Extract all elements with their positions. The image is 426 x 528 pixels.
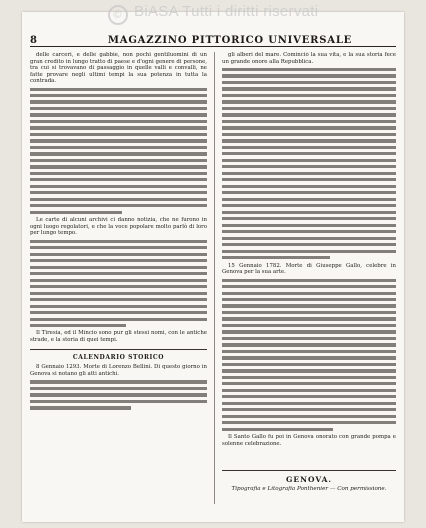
text-line xyxy=(222,68,396,71)
text-line xyxy=(30,191,207,194)
text-line xyxy=(222,337,396,340)
right-mid-paragraph: 15 Gennaio 1782. Morte di Giuseppe Gallo, celebre in Genova per la sua arte. xyxy=(222,262,396,276)
calendar-entry: 8 Gennaio 1293. Morte di Lorenzo Bellini. Di questo giorno in Genova si notano gli atti antichi. xyxy=(30,364,207,377)
left-tail-paragraph: Il Tiresia, ed il Mincio sono pur gli stessi nomi, con le antiche strade, e la storia di quei tempi. xyxy=(30,330,207,343)
text-line xyxy=(222,178,396,181)
text-line xyxy=(30,279,207,282)
text-line xyxy=(222,256,330,259)
left-column xyxy=(30,52,207,504)
text-line xyxy=(222,311,396,314)
text-line xyxy=(222,100,396,103)
text-line xyxy=(222,279,396,282)
document-page xyxy=(22,12,404,522)
text-line xyxy=(30,211,122,214)
text-line xyxy=(222,317,396,320)
text-line xyxy=(222,198,396,201)
text-line xyxy=(222,356,396,359)
text-line xyxy=(222,389,396,392)
text-line xyxy=(222,139,396,142)
text-line xyxy=(222,230,396,233)
text-line xyxy=(30,246,207,249)
text-line xyxy=(30,139,207,142)
text-line xyxy=(30,285,207,288)
right-column xyxy=(222,52,396,504)
text-line xyxy=(30,198,207,201)
text-line xyxy=(222,250,396,253)
text-line xyxy=(222,304,396,307)
magazine-title: MAGAZZINO PITTORICO UNIVERSALE xyxy=(107,35,353,46)
text-line xyxy=(222,94,396,97)
text-line xyxy=(30,185,207,188)
calendar-text-block xyxy=(30,380,207,409)
left-text-block-a xyxy=(30,88,207,214)
imprint-rule xyxy=(222,470,396,471)
text-line xyxy=(222,81,396,84)
text-line xyxy=(222,107,396,110)
text-line xyxy=(222,217,396,220)
text-line xyxy=(222,224,396,227)
text-line xyxy=(30,126,207,129)
text-line xyxy=(222,146,396,149)
text-line xyxy=(222,185,396,188)
text-line xyxy=(222,376,396,379)
text-line xyxy=(222,126,396,129)
text-line xyxy=(30,113,207,116)
text-line xyxy=(222,369,396,372)
text-line xyxy=(30,100,207,103)
text-line xyxy=(222,87,396,90)
text-line xyxy=(222,292,396,295)
text-line xyxy=(30,253,207,256)
text-line xyxy=(222,402,396,405)
text-line xyxy=(222,382,396,385)
text-line xyxy=(222,133,396,136)
column-divider xyxy=(214,52,215,504)
text-line xyxy=(30,146,207,149)
text-line xyxy=(30,120,207,123)
text-line xyxy=(30,305,207,308)
text-line xyxy=(30,165,207,168)
text-line xyxy=(222,237,396,240)
right-opening-paragraph: gli alberi del mare. Cominciò la sua vita, e la sua storia fece un grande onore alla Repubblica. xyxy=(222,52,396,65)
text-line xyxy=(30,393,207,396)
text-line xyxy=(30,152,207,155)
text-line xyxy=(222,191,396,194)
left-mid-paragraph: Le carte di alcuni archivi ci danno notizia, che ne furono in ogni luogo regolatori, e che la voce popolare molto parlò di loro per lungo tempo. xyxy=(30,217,207,237)
text-line xyxy=(222,120,396,123)
text-line xyxy=(222,204,396,207)
calendar-title: CALENDARIO STORICO xyxy=(72,354,165,362)
text-line xyxy=(30,204,207,207)
right-tail-paragraph: Il Santo Gallo fu poi in Genova onorato con grande pompa e solenne celebrazione. xyxy=(222,434,396,447)
text-line xyxy=(222,243,396,246)
text-line xyxy=(222,211,396,214)
text-line xyxy=(222,330,396,333)
text-line xyxy=(222,350,396,353)
text-line xyxy=(222,415,396,418)
text-line xyxy=(30,94,207,97)
watermark-text: BiASA Tutti i diritti riservati xyxy=(134,3,319,20)
text-line xyxy=(30,88,207,91)
text-line xyxy=(222,324,396,327)
right-text-block-b xyxy=(222,279,396,431)
right-text-block-a xyxy=(222,68,396,259)
copyright-circle-icon: © xyxy=(108,5,128,25)
text-line xyxy=(222,428,333,431)
left-opening-paragraph: delle carceri, e delle gabbie, non pochi gentiluomini di un gran credito in lungo tratto di paese e d'ogni genere di persone, tra cui si trovavano di passaggio in quelle valli e convalli, ne fatte provare negli ultimi tempi la sua potenza in tutta la contrada. xyxy=(30,52,207,84)
text-line xyxy=(30,311,207,314)
text-line xyxy=(30,259,207,262)
text-line xyxy=(222,159,396,162)
text-line xyxy=(30,406,131,409)
left-text-block-b xyxy=(30,240,207,327)
page-number: 8 xyxy=(30,35,37,46)
text-line xyxy=(30,133,207,136)
text-line xyxy=(222,285,396,288)
page-header xyxy=(30,32,396,47)
text-line xyxy=(30,107,207,110)
text-line xyxy=(30,178,207,181)
text-line xyxy=(30,318,207,321)
text-line xyxy=(30,400,207,403)
calendar-separator xyxy=(30,349,207,350)
text-line xyxy=(222,298,396,301)
text-line xyxy=(222,152,396,155)
text-line xyxy=(30,298,207,301)
watermark xyxy=(0,3,426,25)
text-line xyxy=(222,74,396,77)
imprint-printer: Tipografia e Litografia Ponthenier — Con permissione. xyxy=(231,486,387,492)
text-line xyxy=(30,272,207,275)
text-line xyxy=(30,324,126,327)
text-line xyxy=(30,172,207,175)
text-line xyxy=(222,408,396,411)
text-line xyxy=(222,113,396,116)
text-line xyxy=(30,240,207,243)
text-line xyxy=(222,363,396,366)
text-line xyxy=(222,343,396,346)
text-line xyxy=(222,165,396,168)
text-line xyxy=(30,159,207,162)
imprint xyxy=(222,470,396,492)
text-line xyxy=(30,292,207,295)
text-line xyxy=(222,421,396,424)
text-line xyxy=(30,387,207,390)
text-line xyxy=(222,172,396,175)
text-line xyxy=(30,380,207,383)
imprint-place: GENOVA. xyxy=(285,475,333,484)
text-line xyxy=(30,266,207,269)
text-line xyxy=(222,395,396,398)
